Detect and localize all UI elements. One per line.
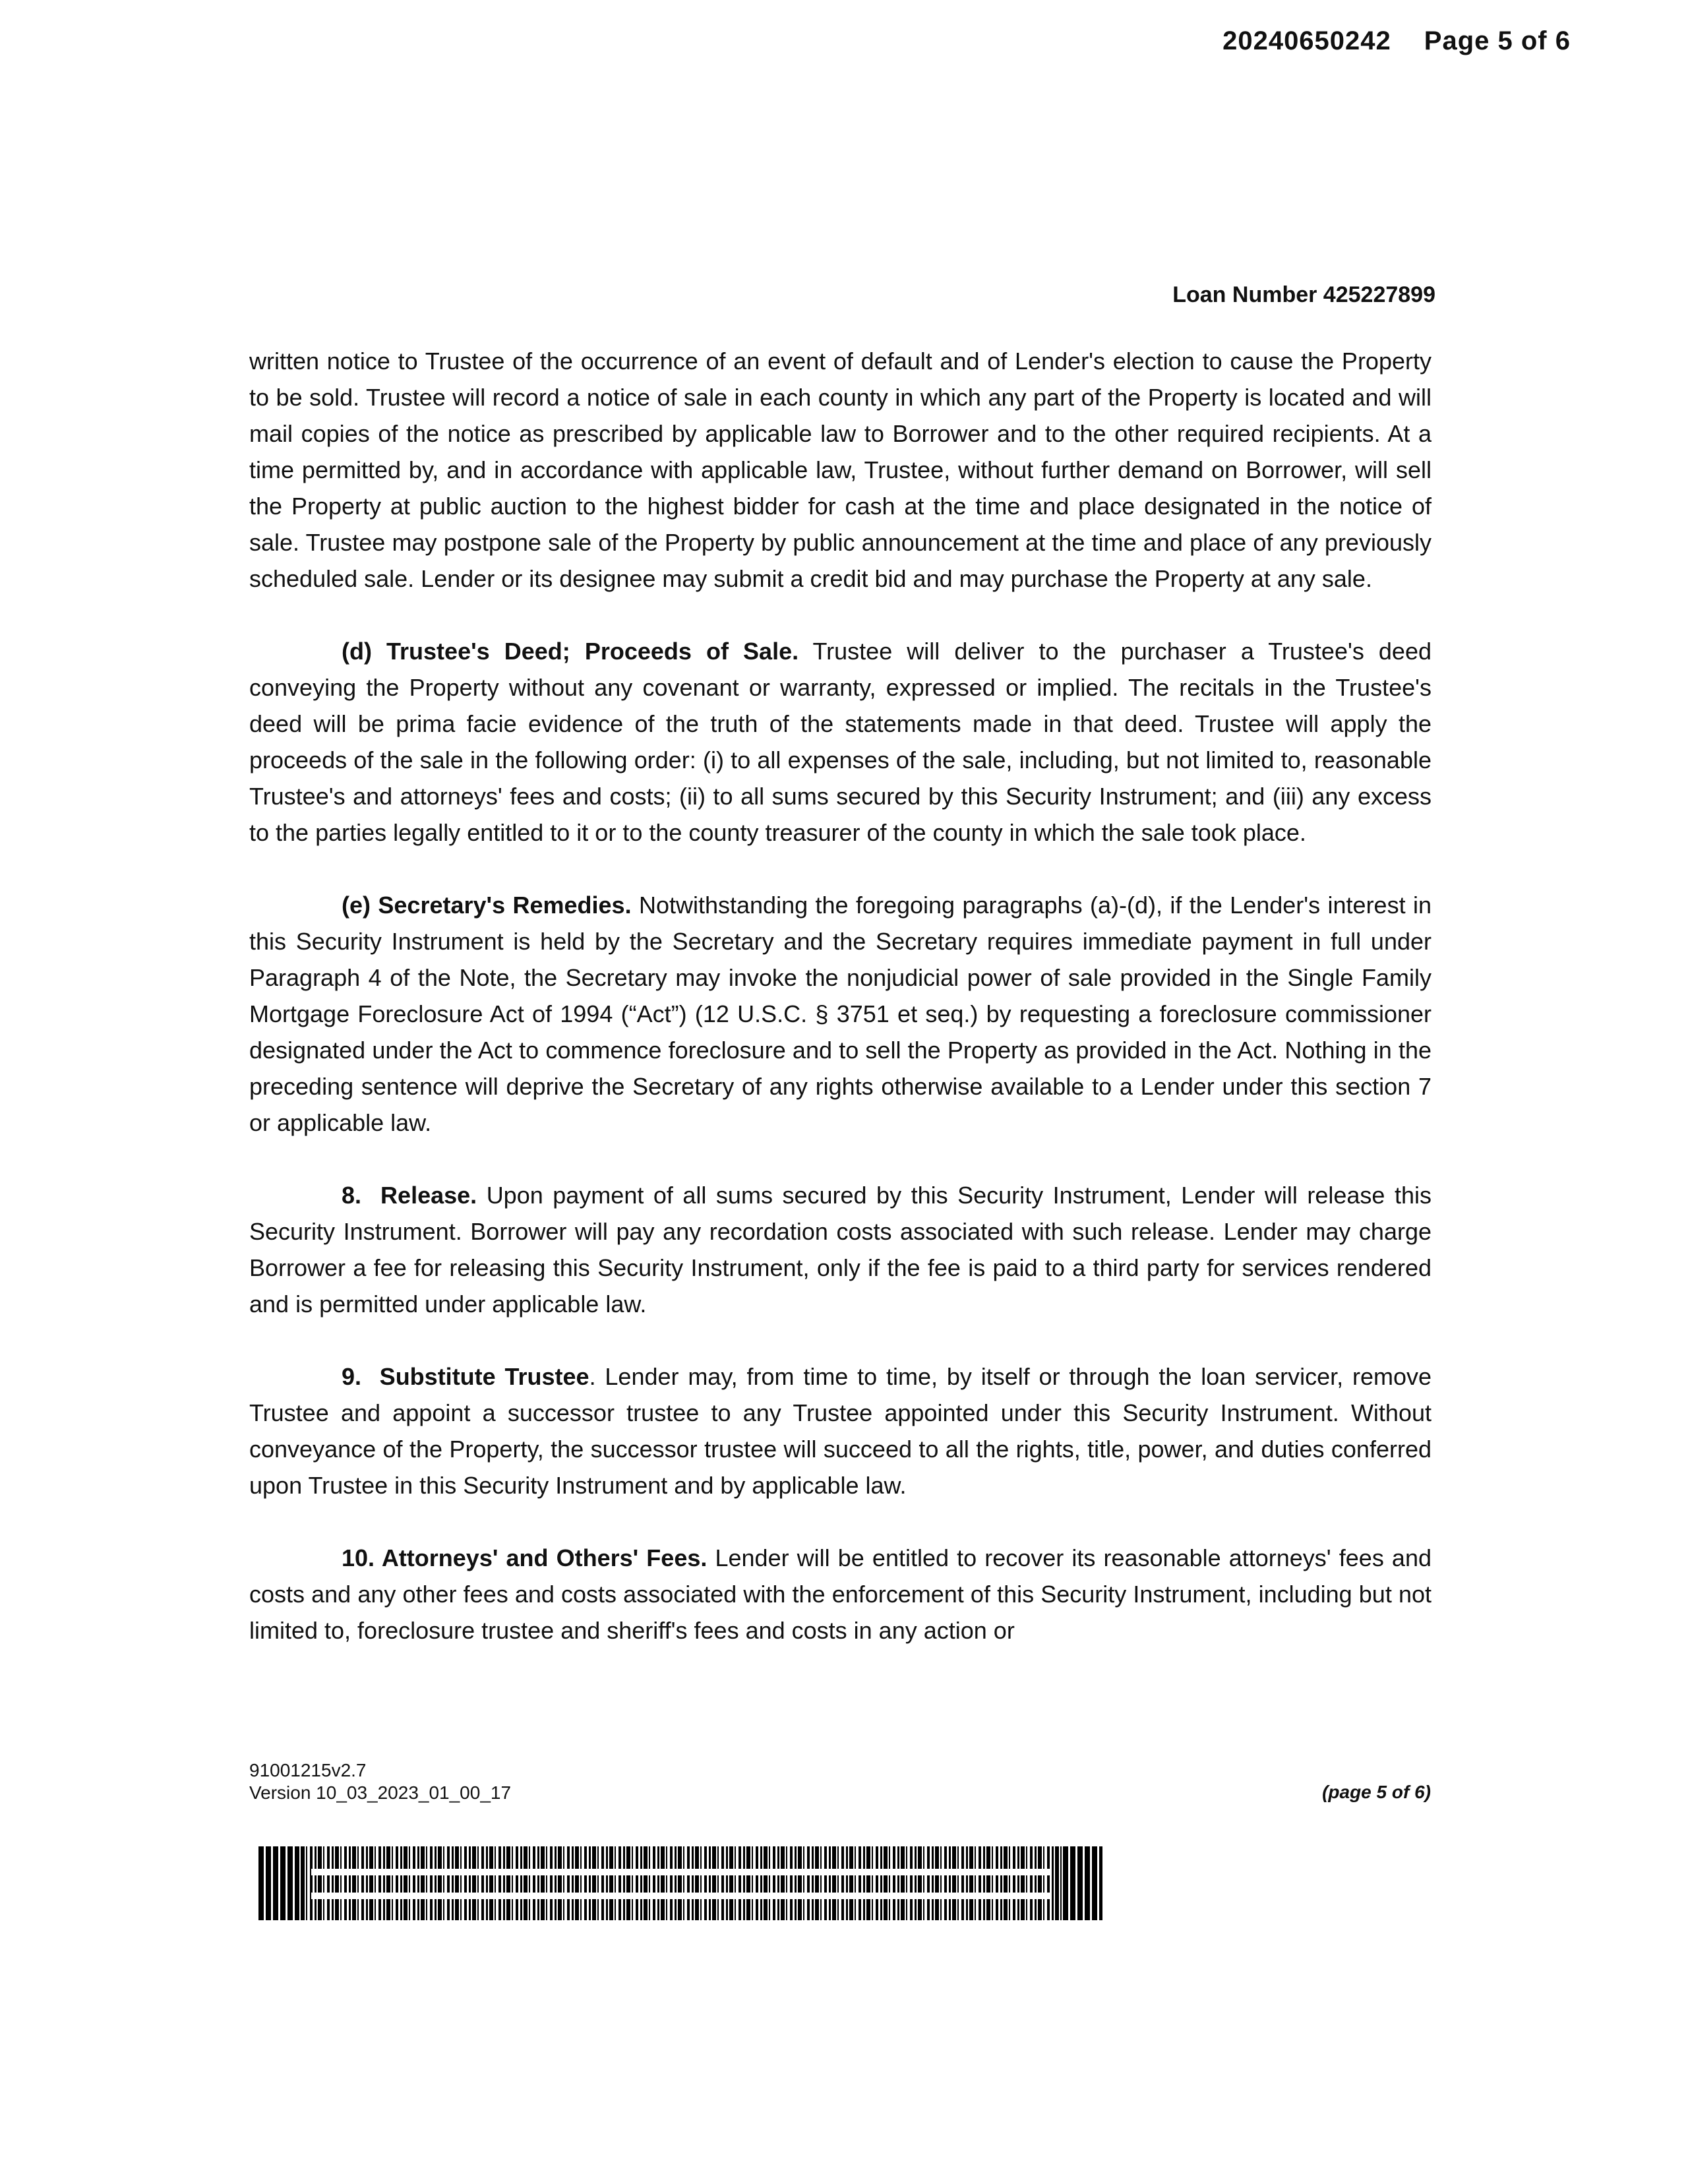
barcode-guard-right — [1063, 1846, 1102, 1920]
paragraph-text: Upon payment of all sums secured by this Security Instrument, Lender will release this Security Instrument. Borrower will pay any recordation costs associated with such release. Lender may charge Borrower a fee for releasing this Security Instrument, only if the fee is paid to a third party for services rendered and is permitted under applicable law. — [249, 1182, 1432, 1318]
page-indicator: (page 5 of 6) — [1322, 1782, 1431, 1802]
loan-number: Loan Number 425227899 — [1172, 282, 1435, 307]
document-number: 20240650242 — [1222, 26, 1391, 55]
paragraph-text: Notwithstanding the foregoing paragraphs (a)-(d), if the Lender's interest in this Security Instrument is held by the Secretary and the Secretary requires immediate payment in full under Paragraph 4 of the Note, the Secretary may invoke the nonjudicial power of sale provided in the Single Family Mortgage Foreclosure Act of 1994 (“Act”) (12 U.S.C. § 3751 et seq.) by requesting a foreclosure commissioner designated under the Act to commence foreclosure and to sell the Property as provided in the Act. Nothing in the preceding sentence will deprive the Secretary of any rights otherwise available to a Lender under this section 7 or applicable law. — [249, 892, 1432, 1136]
barcode-image — [258, 1846, 1102, 1920]
paragraph-heading: (e) Secretary's Remedies. — [342, 892, 632, 919]
paragraph-text: Trustee will deliver to the purchaser a Trustee's deed conveying the Property without any covenant or warranty, expressed or implied. The recitals in the Trustee's deed will be prima facie evidence of the truth of the statements made in that deed. Trustee will apply the proceeds of the sale in the following order: (i) to all expenses of the sale, including, but not limited to, reasonable Trustee's and attorneys' fees and costs; (ii) to all sums secured by this Security Instrument; and (iii) any excess to the parties legally entitled to it or to the county treasurer of the county in which the sale took place. — [249, 638, 1432, 846]
paragraph-release — [249, 1177, 1432, 1322]
paragraph-heading: 10. Attorneys' and Others' Fees. — [342, 1544, 708, 1571]
paragraph-substitute-trustee — [249, 1358, 1432, 1503]
paragraph-secretarys-remedies — [249, 887, 1432, 1141]
paragraph-heading: (d) Trustee's Deed; Proceeds of Sale. — [342, 638, 799, 665]
document-body — [249, 343, 1432, 1685]
footer-form-info — [249, 1759, 511, 1804]
paragraph-heading: 9. Substitute Trustee — [342, 1363, 589, 1390]
paragraph-text: . Lender may, from time to time, by itself or through the loan servicer, remove Trustee and appoint a successor trustee to any Trustee appointed under this Security Instrument. Without conveyance of the Property, the successor trustee will succeed to all the rights, title, power, and duties conferred upon Trustee in this Security Instrument and by applicable law. — [249, 1363, 1432, 1499]
paragraph-text: Lender will be entitled to recover its reasonable attorneys' fees and costs and any other fees and costs associated with the enforcement of this Security Instrument, including but not limited to, foreclosure trustee and sheriff's fees and costs in any action or — [249, 1544, 1432, 1644]
paragraph-text: written notice to Trustee of the occurrence of an event of default and of Lender's election to cause the Property to be sold. Trustee will record a notice of sale in each county in which any part of the Property is located and will mail copies of the notice as prescribed by applicable law to Borrower and to the other required recipients. At a time permitted by, and in accordance with applicable law, Trustee, without further demand on Borrower, will sell the Property at public auction to the highest bidder for cash at the time and place designated in the notice of sale. Trustee may postpone sale of the Property by public announcement at the time and place of any previously scheduled sale. Lender or its designee may submit a credit bid and may purchase the Property at any sale. — [249, 348, 1432, 592]
paragraph-heading: 8. Release. — [342, 1182, 477, 1209]
page-label: Page 5 of 6 — [1424, 26, 1571, 55]
recording-stamp — [1222, 26, 1571, 56]
barcode-guard-left — [258, 1846, 298, 1920]
barcode-row-gap — [311, 1893, 1050, 1899]
form-version: Version 10_03_2023_01_00_17 — [249, 1782, 512, 1803]
form-id: 91001215v2.7 — [249, 1760, 367, 1780]
paragraph-trustees-deed — [249, 633, 1432, 851]
paragraph-attorneys-fees — [249, 1540, 1432, 1649]
barcode-row-gap — [311, 1869, 1050, 1875]
paragraph-continuation — [249, 343, 1432, 597]
